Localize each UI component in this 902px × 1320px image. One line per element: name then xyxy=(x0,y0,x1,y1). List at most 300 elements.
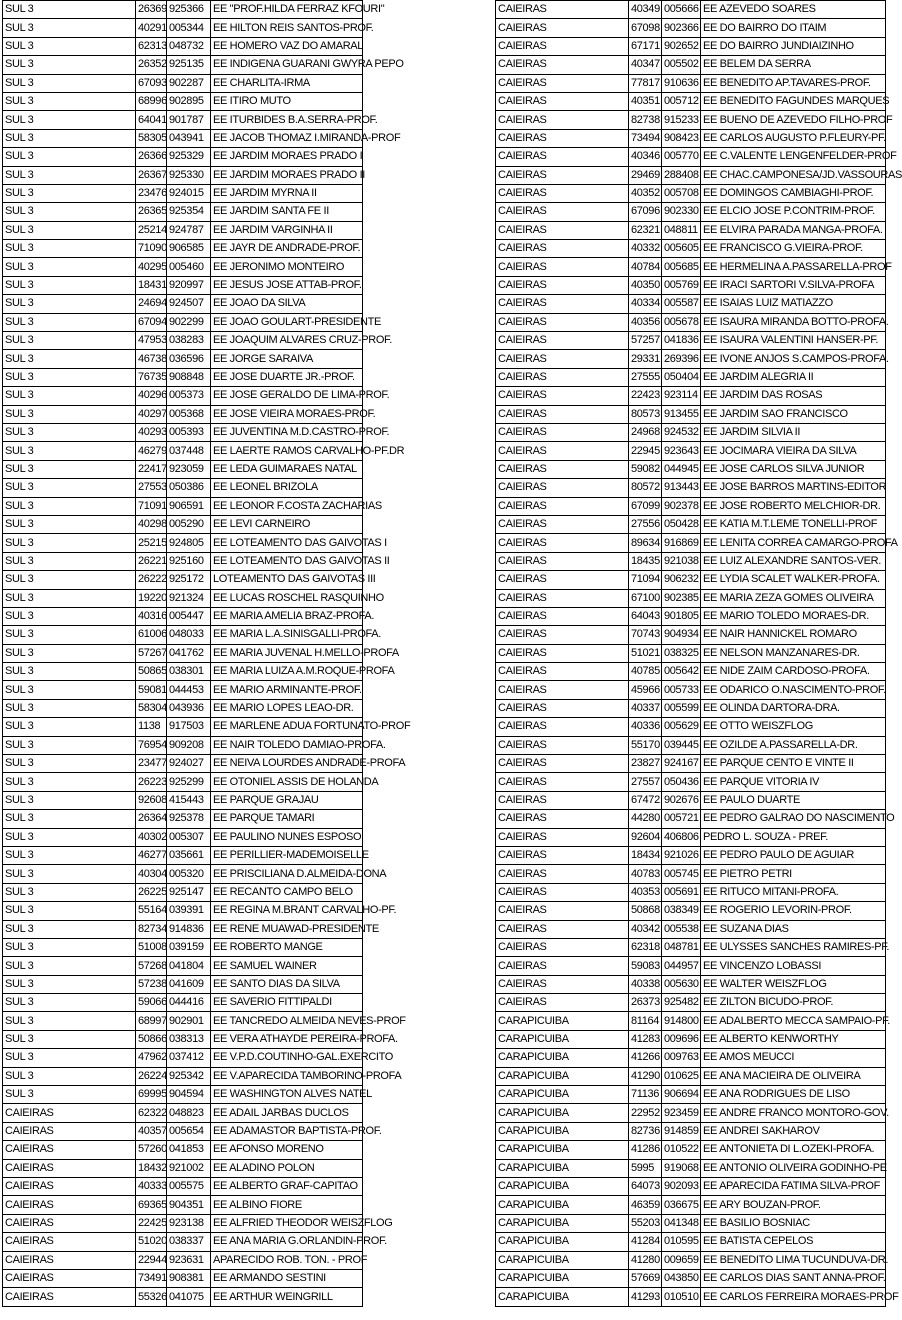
region-cell: CAIEIRAS xyxy=(496,515,629,533)
cie-cell: 050404 xyxy=(662,368,701,386)
region-cell: CAIEIRAS xyxy=(3,1159,136,1177)
code-cell: 41284 xyxy=(629,1233,662,1251)
region-cell: SUL 3 xyxy=(3,626,136,644)
cie-cell: 925160 xyxy=(167,552,211,570)
school-name-cell: EE JOSE GERALDO DE LIMA-PROF. xyxy=(211,387,363,405)
cie-cell: 902895 xyxy=(167,92,211,110)
cie-cell: 925378 xyxy=(167,810,211,828)
cie-cell: 920997 xyxy=(167,276,211,294)
region-cell: CAIEIRAS xyxy=(496,295,629,313)
table-row xyxy=(3,423,363,441)
school-name-cell: EE ROGERIO LEVORIN-PROF. xyxy=(701,902,886,920)
table-row xyxy=(496,184,886,202)
table-row xyxy=(3,92,363,110)
region-cell: CAIEIRAS xyxy=(496,423,629,441)
cie-cell: 415443 xyxy=(167,791,211,809)
cie-cell: 038325 xyxy=(662,644,701,662)
region-cell: CARAPICUIBA xyxy=(496,1067,629,1085)
table-row xyxy=(3,828,363,846)
cie-cell: 048823 xyxy=(167,1104,211,1122)
region-cell: SUL 3 xyxy=(3,350,136,368)
cie-cell: 005629 xyxy=(662,718,701,736)
school-name-cell: EE JACOB THOMAZ I.MIRANDA-PROF xyxy=(211,129,363,147)
school-name-cell: EE PARQUE TAMARI xyxy=(211,810,363,828)
code-cell: 69365 xyxy=(136,1196,167,1214)
table-row xyxy=(3,166,363,184)
school-name-cell: EE LEVI CARNEIRO xyxy=(211,515,363,533)
code-cell: 59081 xyxy=(136,681,167,699)
code-cell: 40784 xyxy=(629,258,662,276)
cie-cell: 925172 xyxy=(167,571,211,589)
table-row xyxy=(496,350,886,368)
table-row xyxy=(496,938,886,956)
table-row xyxy=(496,810,886,828)
region-cell: CARAPICUIBA xyxy=(496,1030,629,1048)
code-cell: 18431 xyxy=(136,276,167,294)
school-name-cell: EE DOMINGOS CAMBIAGHI-PROF. xyxy=(701,184,886,202)
table-row xyxy=(496,56,886,74)
cie-cell: 005733 xyxy=(662,681,701,699)
code-cell: 80572 xyxy=(629,479,662,497)
table-row xyxy=(3,19,363,37)
school-name-cell: EE ARTHUR WEINGRILL xyxy=(211,1288,363,1306)
school-name-cell: EE PARQUE CENTO E VINTE II xyxy=(701,755,886,773)
table-row xyxy=(3,184,363,202)
table-row xyxy=(3,1159,363,1177)
table-row xyxy=(3,1049,363,1067)
code-cell: 62313 xyxy=(136,37,167,55)
table-row xyxy=(496,773,886,791)
school-name-cell: EE LUCAS ROSCHEL RASQUINHO xyxy=(211,589,363,607)
school-name-cell: EE DO BAIRRO DO ITAIM xyxy=(701,19,886,37)
region-cell: CAIEIRAS xyxy=(496,773,629,791)
region-cell: SUL 3 xyxy=(3,295,136,313)
code-cell: 46359 xyxy=(629,1196,662,1214)
code-cell: 57669 xyxy=(629,1269,662,1287)
cie-cell: 005373 xyxy=(167,387,211,405)
region-cell: SUL 3 xyxy=(3,442,136,460)
code-cell: 71094 xyxy=(629,571,662,589)
code-cell: 82738 xyxy=(629,111,662,129)
cie-cell: 901805 xyxy=(662,607,701,625)
region-cell: SUL 3 xyxy=(3,755,136,773)
code-cell: 27556 xyxy=(629,515,662,533)
region-cell: SUL 3 xyxy=(3,1,136,19)
school-name-cell: EE ALFRIED THEODOR WEISZFLOG xyxy=(211,1214,363,1232)
school-name-cell: EE MARIO TOLEDO MORAES-DR. xyxy=(701,607,886,625)
cie-cell: 005642 xyxy=(662,663,701,681)
cie-cell: 041609 xyxy=(167,975,211,993)
code-cell: 50865 xyxy=(136,663,167,681)
table-row xyxy=(496,37,886,55)
code-cell: 26366 xyxy=(136,148,167,166)
code-cell: 92608 xyxy=(136,791,167,809)
table-row xyxy=(496,755,886,773)
code-cell: 25214 xyxy=(136,221,167,239)
school-name-cell: EE LOTEAMENTO DAS GAIVOTAS I xyxy=(211,534,363,552)
cie-cell: 005745 xyxy=(662,865,701,883)
table-row xyxy=(496,479,886,497)
region-cell: SUL 3 xyxy=(3,920,136,938)
school-name-cell: EE ISAIAS LUIZ MATIAZZO xyxy=(701,295,886,313)
school-name-cell: EE JOSE BARROS MARTINS-EDITOR xyxy=(701,479,886,497)
table-row xyxy=(3,1012,363,1030)
region-cell: SUL 3 xyxy=(3,994,136,1012)
cie-cell: 914859 xyxy=(662,1122,701,1140)
code-cell: 73494 xyxy=(629,129,662,147)
table-row xyxy=(496,883,886,901)
code-cell: 26365 xyxy=(136,203,167,221)
code-cell: 40351 xyxy=(629,92,662,110)
cie-cell: 924805 xyxy=(167,534,211,552)
school-name-cell: EE ELVIRA PARADA MANGA-PROFA. xyxy=(701,221,886,239)
table-row xyxy=(496,718,886,736)
region-cell: SUL 3 xyxy=(3,111,136,129)
region-cell: CARAPICUIBA xyxy=(496,1196,629,1214)
cie-cell: 044945 xyxy=(662,460,701,478)
code-cell: 51020 xyxy=(136,1233,167,1251)
code-cell: 40333 xyxy=(136,1178,167,1196)
table-row xyxy=(496,129,886,147)
cie-cell: 925354 xyxy=(167,203,211,221)
code-cell: 27555 xyxy=(629,368,662,386)
code-cell: 29469 xyxy=(629,166,662,184)
region-cell: SUL 3 xyxy=(3,607,136,625)
cie-cell: 914836 xyxy=(167,920,211,938)
table-row xyxy=(3,387,363,405)
school-name-cell: EE JOAO DA SILVA xyxy=(211,295,363,313)
cie-cell: 005708 xyxy=(662,184,701,202)
table-row xyxy=(496,1104,886,1122)
region-cell: SUL 3 xyxy=(3,19,136,37)
table-row xyxy=(3,295,363,313)
school-name-cell: EE ANTONIETA DI L.OZEKI-PROFA. xyxy=(701,1141,886,1159)
school-name-cell: EE JORGE SARAIVA xyxy=(211,350,363,368)
cie-cell: 041853 xyxy=(167,1141,211,1159)
region-cell: SUL 3 xyxy=(3,497,136,515)
table-row xyxy=(3,938,363,956)
region-cell: SUL 3 xyxy=(3,166,136,184)
cie-cell: 005666 xyxy=(662,1,701,19)
school-name-cell: EE JAYR DE ANDRADE-PROF. xyxy=(211,240,363,258)
region-cell: CAIEIRAS xyxy=(496,810,629,828)
code-cell: 23477 xyxy=(136,755,167,773)
school-name-cell: EE MARIA JUVENAL H.MELLO-PROFA xyxy=(211,644,363,662)
region-cell: SUL 3 xyxy=(3,663,136,681)
region-cell: CAIEIRAS xyxy=(496,276,629,294)
code-cell: 71090 xyxy=(136,240,167,258)
cie-cell: 005605 xyxy=(662,240,701,258)
table-row xyxy=(3,736,363,754)
cie-cell: 925330 xyxy=(167,166,211,184)
table-row xyxy=(3,1122,363,1140)
code-cell: 55164 xyxy=(136,902,167,920)
code-cell: 22425 xyxy=(136,1214,167,1232)
table-row xyxy=(3,515,363,533)
cie-cell: 005307 xyxy=(167,828,211,846)
region-cell: CARAPICUIBA xyxy=(496,1104,629,1122)
region-cell: SUL 3 xyxy=(3,56,136,74)
cie-cell: 041348 xyxy=(662,1214,701,1232)
school-name-cell: EE PIETRO PETRI xyxy=(701,865,886,883)
school-name-cell: EE WALTER WEISZFLOG xyxy=(701,975,886,993)
school-name-cell: EE CARLOS DIAS SANT ANNA-PROF. xyxy=(701,1269,886,1287)
code-cell: 58304 xyxy=(136,699,167,717)
school-name-cell: EE RITUCO MITANI-PROFA. xyxy=(701,883,886,901)
table-row xyxy=(3,479,363,497)
cie-cell: 925135 xyxy=(167,56,211,74)
cie-cell: 043850 xyxy=(662,1269,701,1287)
school-name-cell: EE PAULO DUARTE xyxy=(701,791,886,809)
school-name-cell: EE BASILIO BOSNIAC xyxy=(701,1214,886,1232)
school-name-cell: EE ADAMASTOR BAPTISTA-PROF. xyxy=(211,1122,363,1140)
region-cell: SUL 3 xyxy=(3,773,136,791)
code-cell: 40334 xyxy=(629,295,662,313)
code-cell: 67099 xyxy=(629,497,662,515)
region-cell: SUL 3 xyxy=(3,276,136,294)
cie-cell: 917503 xyxy=(167,718,211,736)
school-name-cell: EE MARIA L.A.SINISGALLI-PROFA. xyxy=(211,626,363,644)
region-cell: CAIEIRAS xyxy=(496,74,629,92)
cie-cell: 005685 xyxy=(662,258,701,276)
cie-cell: 038337 xyxy=(167,1233,211,1251)
code-cell: 40295 xyxy=(136,258,167,276)
table-row xyxy=(3,1067,363,1085)
region-cell: SUL 3 xyxy=(3,736,136,754)
cie-cell: 902652 xyxy=(662,37,701,55)
region-cell: CAIEIRAS xyxy=(496,736,629,754)
code-cell: 27557 xyxy=(629,773,662,791)
table-row xyxy=(3,773,363,791)
table-row xyxy=(496,791,886,809)
school-name-cell: EE LEONEL BRIZOLA xyxy=(211,479,363,497)
cie-cell: 050428 xyxy=(662,515,701,533)
cie-cell: 921324 xyxy=(167,589,211,607)
school-name-cell: EE ALBINO FIORE xyxy=(211,1196,363,1214)
code-cell: 40332 xyxy=(629,240,662,258)
table-row xyxy=(496,19,886,37)
table-row xyxy=(496,1086,886,1104)
region-cell: CARAPICUIBA xyxy=(496,1012,629,1030)
region-cell: CAIEIRAS xyxy=(496,442,629,460)
code-cell: 57268 xyxy=(136,957,167,975)
table-row xyxy=(496,975,886,993)
table-row xyxy=(3,276,363,294)
school-name-cell: EE ANTONIO OLIVEIRA GODINHO-PE xyxy=(701,1159,886,1177)
code-cell: 57267 xyxy=(136,644,167,662)
school-name-cell: EE NEIVA LOURDES ANDRADE-PROFA xyxy=(211,755,363,773)
school-name-cell: EE INDIGENA GUARANI GWYRA PEPO xyxy=(211,56,363,74)
school-name-cell: EE PEDRO PAULO DE AGUIAR xyxy=(701,846,886,864)
region-cell: CAIEIRAS xyxy=(496,644,629,662)
table-row xyxy=(3,460,363,478)
table-row xyxy=(3,810,363,828)
table-row xyxy=(496,1178,886,1196)
school-name-cell: EE BELEM DA SERRA xyxy=(701,56,886,74)
code-cell: 22944 xyxy=(136,1251,167,1269)
cie-cell: 910636 xyxy=(662,74,701,92)
cie-cell: 010595 xyxy=(662,1233,701,1251)
school-name-cell: EE JOSE ROBERTO MELCHIOR-DR. xyxy=(701,497,886,515)
cie-cell: 044416 xyxy=(167,994,211,1012)
code-cell: 40296 xyxy=(136,387,167,405)
table-row xyxy=(496,313,886,331)
cie-cell: 924167 xyxy=(662,755,701,773)
table-row xyxy=(496,203,886,221)
school-name-cell: EE BUENO DE AZEVEDO FILHO-PROF xyxy=(701,111,886,129)
code-cell: 24968 xyxy=(629,423,662,441)
code-cell: 62321 xyxy=(629,221,662,239)
table-row xyxy=(3,258,363,276)
cie-cell: 902901 xyxy=(167,1012,211,1030)
region-cell: SUL 3 xyxy=(3,203,136,221)
region-cell: SUL 3 xyxy=(3,240,136,258)
cie-cell: 902378 xyxy=(662,497,701,515)
region-cell: CAIEIRAS xyxy=(496,56,629,74)
code-cell: 23827 xyxy=(629,755,662,773)
school-name-cell: EE ALADINO POLON xyxy=(211,1159,363,1177)
school-name-cell: EE C.VALENTE LENGENFELDER-PROF xyxy=(701,148,886,166)
code-cell: 55170 xyxy=(629,736,662,754)
region-cell: CAIEIRAS xyxy=(496,975,629,993)
region-cell: SUL 3 xyxy=(3,221,136,239)
cie-cell: 005654 xyxy=(167,1122,211,1140)
cie-cell: 923059 xyxy=(167,460,211,478)
cie-cell: 925299 xyxy=(167,773,211,791)
cie-cell: 924787 xyxy=(167,221,211,239)
school-name-cell: APARECIDO ROB. TON. - PROF xyxy=(211,1251,363,1269)
cie-cell: 005599 xyxy=(662,699,701,717)
region-cell: SUL 3 xyxy=(3,589,136,607)
table-row xyxy=(3,56,363,74)
cie-cell: 916869 xyxy=(662,534,701,552)
region-cell: SUL 3 xyxy=(3,938,136,956)
cie-cell: 908381 xyxy=(167,1269,211,1287)
school-name-cell: EE JARDIM SILVIA II xyxy=(701,423,886,441)
table-row xyxy=(3,37,363,55)
school-name-cell: EE REGINA M.BRANT CARVALHO-PF. xyxy=(211,902,363,920)
cie-cell: 902366 xyxy=(662,19,701,37)
region-cell: CAIEIRAS xyxy=(496,534,629,552)
school-name-cell: EE ANDRE FRANCO MONTORO-GOV. xyxy=(701,1104,886,1122)
school-name-cell: EE OZILDE A.PASSARELLA-DR. xyxy=(701,736,886,754)
region-cell: SUL 3 xyxy=(3,718,136,736)
school-name-cell: EE MARIO LOPES LEAO-DR. xyxy=(211,699,363,717)
table-row xyxy=(3,442,363,460)
right-school-table-panel xyxy=(495,0,902,1307)
region-cell: SUL 3 xyxy=(3,1012,136,1030)
code-cell: 29331 xyxy=(629,350,662,368)
region-cell: CAIEIRAS xyxy=(496,828,629,846)
school-name-cell: EE ITURBIDES B.A.SERRA-PROF. xyxy=(211,111,363,129)
cie-cell: 924027 xyxy=(167,755,211,773)
table-row xyxy=(3,1178,363,1196)
code-cell: 41293 xyxy=(629,1288,662,1306)
cie-cell: 906585 xyxy=(167,240,211,258)
school-name-cell: EE AMOS MEUCCI xyxy=(701,1049,886,1067)
region-cell: CAIEIRAS xyxy=(3,1269,136,1287)
region-cell: CARAPICUIBA xyxy=(496,1141,629,1159)
code-cell: 81164 xyxy=(629,1012,662,1030)
school-name-cell: EE AFONSO MORENO xyxy=(211,1141,363,1159)
region-cell: CAIEIRAS xyxy=(496,663,629,681)
code-cell: 59066 xyxy=(136,994,167,1012)
cie-cell: 009659 xyxy=(662,1251,701,1269)
region-cell: CAIEIRAS xyxy=(496,791,629,809)
school-name-cell: EE ARMANDO SESTINI xyxy=(211,1269,363,1287)
school-name-cell: EE NAIR TOLEDO DAMIAO-PROFA. xyxy=(211,736,363,754)
school-name-cell: EE ZILTON BICUDO-PROF. xyxy=(701,994,886,1012)
region-cell: CAIEIRAS xyxy=(496,240,629,258)
cie-cell: 005393 xyxy=(167,423,211,441)
cie-cell: 005691 xyxy=(662,883,701,901)
cie-cell: 288408 xyxy=(662,166,701,184)
right-school-table xyxy=(495,0,902,1307)
table-row xyxy=(3,1233,363,1251)
school-name-cell: EE CARLOS FERREIRA MORAES-PROF xyxy=(701,1288,886,1306)
code-cell: 70743 xyxy=(629,626,662,644)
table-row xyxy=(3,571,363,589)
region-cell: SUL 3 xyxy=(3,1049,136,1067)
school-name-cell: EE HILTON REIS SANTOS-PROF. xyxy=(211,19,363,37)
region-cell: SUL 3 xyxy=(3,571,136,589)
cie-cell: 050386 xyxy=(167,479,211,497)
cie-cell: 038313 xyxy=(167,1030,211,1048)
left-school-table-panel xyxy=(2,0,411,1307)
cie-cell: 005344 xyxy=(167,19,211,37)
cie-cell: 005460 xyxy=(167,258,211,276)
region-cell: SUL 3 xyxy=(3,644,136,662)
cie-cell: 010510 xyxy=(662,1288,701,1306)
school-name-cell: EE KATIA M.T.LEME TONELLI-PROF xyxy=(701,515,886,533)
table-row xyxy=(3,883,363,901)
table-row xyxy=(496,497,886,515)
code-cell: 59083 xyxy=(629,957,662,975)
code-cell: 27553 xyxy=(136,479,167,497)
table-row xyxy=(3,552,363,570)
region-cell: SUL 3 xyxy=(3,313,136,331)
region-cell: SUL 3 xyxy=(3,387,136,405)
region-cell: CAIEIRAS xyxy=(496,938,629,956)
code-cell: 26223 xyxy=(136,773,167,791)
school-name-cell: EE ISAURA MIRANDA BOTTO-PROFA. xyxy=(701,313,886,331)
cie-cell: 041836 xyxy=(662,332,701,350)
region-cell: CAIEIRAS xyxy=(496,571,629,589)
table-row xyxy=(496,920,886,938)
code-cell: 44280 xyxy=(629,810,662,828)
code-cell: 26224 xyxy=(136,1067,167,1085)
code-cell: 18434 xyxy=(629,846,662,864)
school-name-cell: EE JARDIM SANTA FE II xyxy=(211,203,363,221)
code-cell: 40356 xyxy=(629,313,662,331)
region-cell: CAIEIRAS xyxy=(496,387,629,405)
code-cell: 92604 xyxy=(629,828,662,846)
code-cell: 18432 xyxy=(136,1159,167,1177)
code-cell: 26373 xyxy=(629,994,662,1012)
school-name-cell: EE WASHINGTON ALVES NATEL xyxy=(211,1086,363,1104)
table-row xyxy=(3,663,363,681)
school-name-cell: EE CHAC.CAMPONESA/JD.VASSOURAS xyxy=(701,166,886,184)
school-name-cell: EE ULYSSES SANCHES RAMIRES-PF. xyxy=(701,938,886,956)
school-name-cell: EE ELCIO JOSE P.CONTRIM-PROF. xyxy=(701,203,886,221)
table-row xyxy=(3,148,363,166)
cie-cell: 909208 xyxy=(167,736,211,754)
code-cell: 64073 xyxy=(629,1178,662,1196)
code-cell: 41283 xyxy=(629,1030,662,1048)
cie-cell: 005712 xyxy=(662,92,701,110)
code-cell: 18435 xyxy=(629,552,662,570)
region-cell: CAIEIRAS xyxy=(496,883,629,901)
